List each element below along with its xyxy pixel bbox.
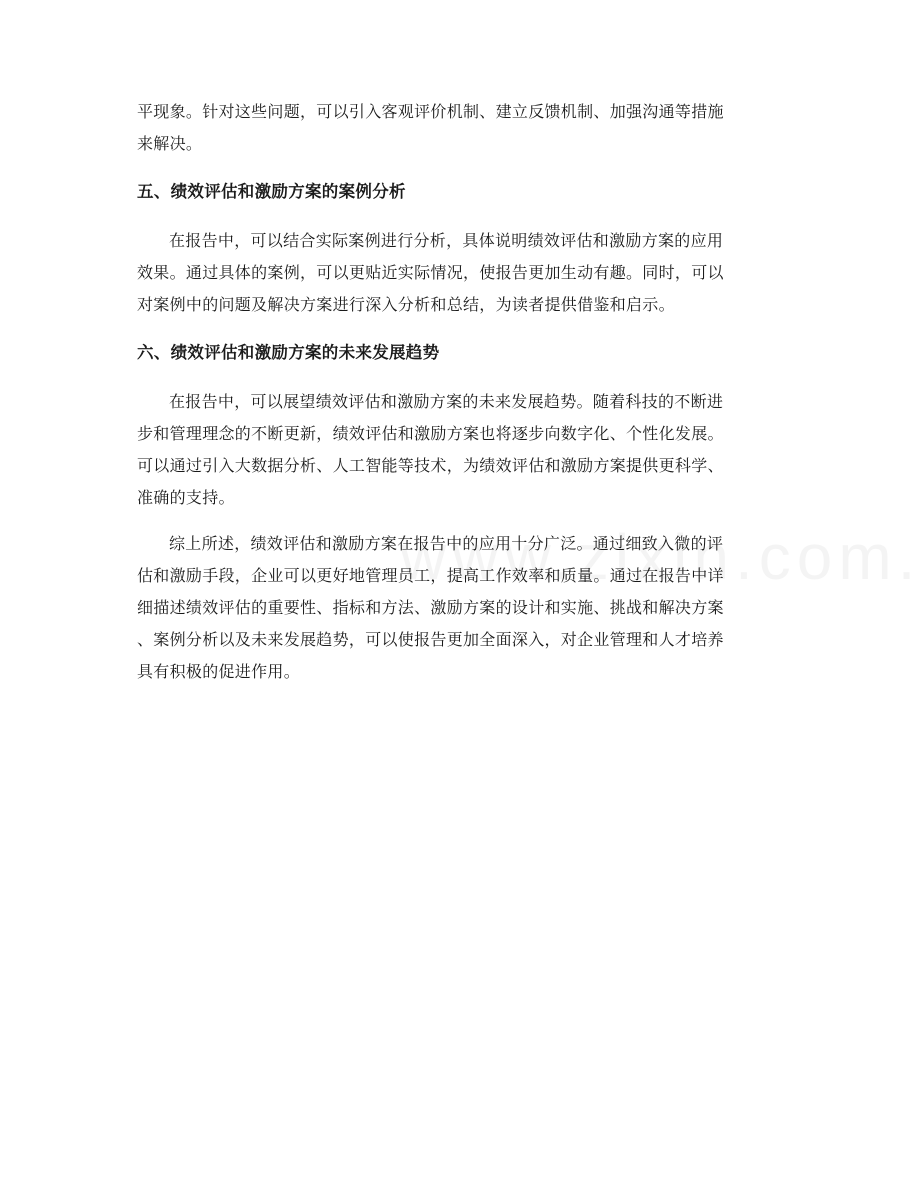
paragraph-line: 估和激励手段，企业可以更好地管理员工，提高工作效率和质量。通过在报告中详: [137, 566, 724, 585]
paragraph-line: 在报告中，可以展望绩效评估和激励方案的未来发展趋势。随着科技的不断进: [169, 392, 724, 411]
paragraph-line: 、案例分析以及未来发展趋势，可以使报告更加全面深入，对企业管理和人才培养: [137, 630, 724, 649]
document-body: [137, 96, 783, 688]
paragraph-line: 平现象。针对这些问题，可以引入客观评价机制、建立反馈机制、加强沟通等措施: [137, 102, 724, 121]
intro-paragraph: [137, 96, 783, 160]
paragraph-line: 细描述绩效评估的重要性、指标和方法、激励方案的设计和实施、挑战和解决方案: [137, 598, 724, 617]
paragraph-line: 综上所述，绩效评估和激励方案在报告中的应用十分广泛。通过细致入微的评: [169, 534, 724, 553]
paragraph-line: 来解决。: [137, 134, 203, 153]
section-5-paragraph: [137, 225, 783, 321]
paragraph-line: 具有积极的促进作用。: [137, 662, 301, 681]
paragraph-line: 步和管理理念的不断更新，绩效评估和激励方案也将逐步向数字化、个性化发展。: [137, 424, 724, 443]
paragraph-line: 对案例中的问题及解决方案进行深入分析和总结，为读者提供借鉴和启示。: [137, 295, 675, 314]
paragraph-line: 在报告中，可以结合实际案例进行分析，具体说明绩效评估和激励方案的应用: [169, 231, 724, 250]
paragraph-line: 可以通过引入大数据分析、人工智能等技术，为绩效评估和激励方案提供更科学、: [137, 456, 724, 475]
conclusion-paragraph: [137, 528, 783, 688]
section-6-heading: 六、绩效评估和激励方案的未来发展趋势: [137, 343, 440, 362]
paragraph-line: 准确的支持。: [137, 488, 235, 507]
section-6-paragraph: [137, 386, 783, 514]
section-5-heading: 五、绩效评估和激励方案的案例分析: [137, 182, 406, 201]
paragraph-line: 效果。通过具体的案例，可以更贴近实际情况，使报告更加生动有趣。同时，可以: [137, 263, 724, 282]
